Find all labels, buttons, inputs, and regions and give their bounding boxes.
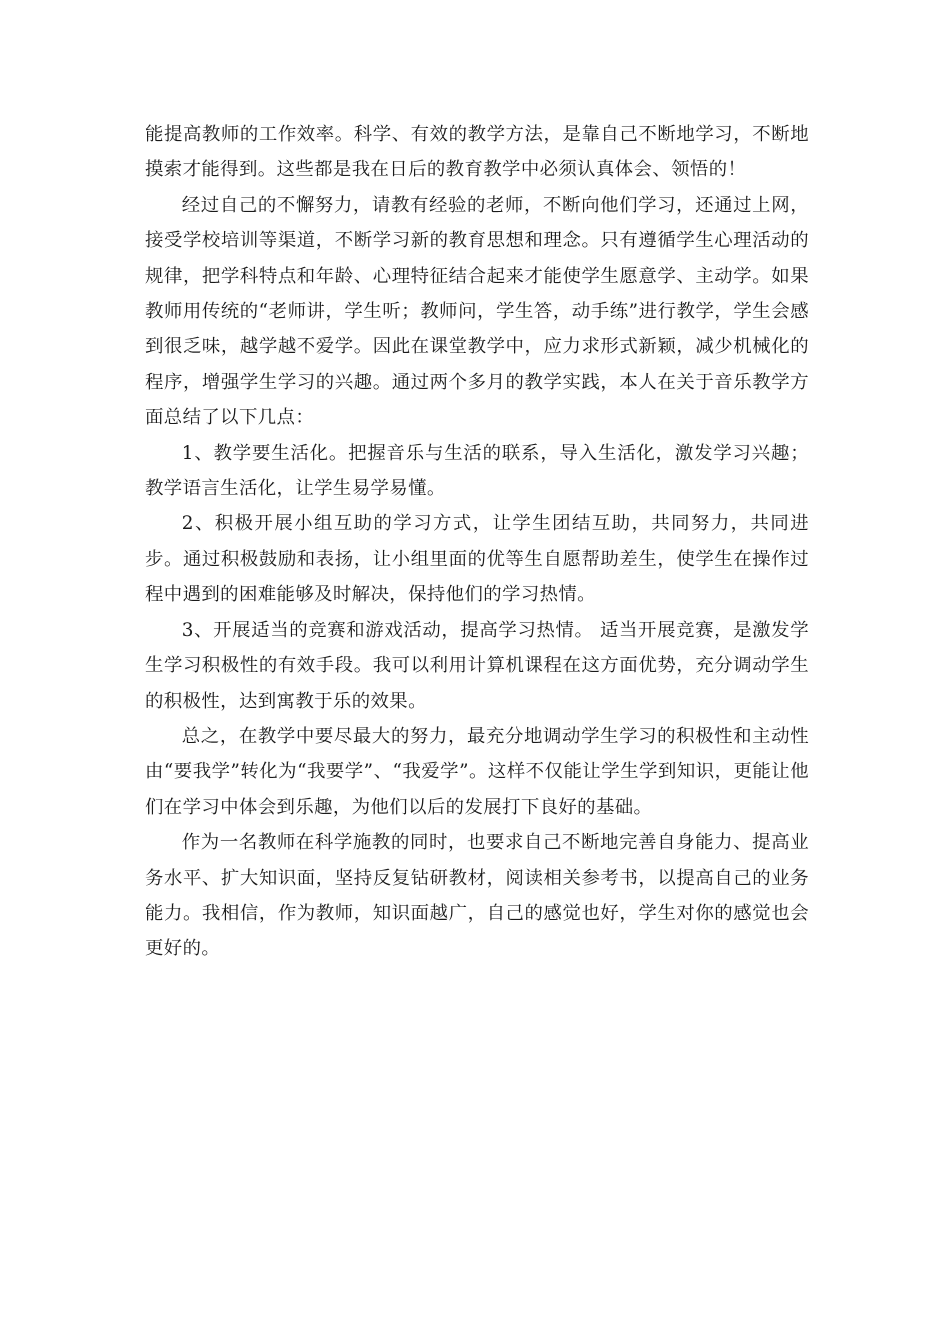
paragraph-3: 1、教学要生活化。把握音乐与生活的联系，导入生活化，激发学习兴趣；教学语言生活化，让学生易学易懂。	[145, 442, 809, 500]
paragraph-1: 能提高教师的工作效率。科学、有效的教学方法，是靠自己不断地学习，不断地摸索才能得到。这些都是我在日后的教育教学中必须认真体会、领悟的！	[145, 124, 809, 181]
paragraph-4: 2、积极开展小组互助的学习方式，让学生团结互助，共同努力，共同进步。通过积极鼓励和表扬，让小组里面的优等生自愿帮助差生，使学生在操作过程中遇到的困难能够及时解决，保持他们的学习热情。	[145, 513, 809, 606]
paragraph-2: 经过自己的不懈努力，请教有经验的老师，不断向他们学习，还通过上网，接受学校培训等渠道，不断学习新的教育思想和理念。只有遵循学生心理活动的规律，把学科特点和年龄、心理特征结合起来才能使学生愿意学、主动学。如果教师用传统的“老师讲，学生听；教师问，学生答，动手练”进行教学，学生会感到很乏味，越学越不爱学。因此在课堂教学中，应力求形式新颖，减少机械化的程序，增强学生学习的兴趣。通过两个多月的教学实践，本人在关于音乐教学方面总结了以下几点：	[145, 194, 809, 429]
paragraph-5: 3、开展适当的竞赛和游戏活动，提高学习热情。 适当开展竞赛，是激发学生学习积极性的有效手段。我可以利用计算机课程在这方面优势，充分调动学生的积极性，达到寓教于乐的效果。	[145, 619, 809, 712]
paragraph-6: 总之，在教学中要尽最大的努力，最充分地调动学生学习的积极性和主动性由“要我学”转化为“我要学”、“我爱学”。这样不仅能让学生学到知识，更能让他们在学习中体会到乐趣，为他们以后的发展打下良好的基础。	[145, 725, 809, 818]
paragraph-7: 作为一名教师在科学施教的同时，也要求自己不断地完善自身能力、提高业务水平、扩大知识面，坚持反复钻研教材，阅读相关参考书，以提高自己的业务能力。我相信，作为教师，知识面越广，自己的感觉也好，学生对你的感觉也会更好的。	[145, 832, 809, 960]
document-body	[145, 117, 809, 967]
